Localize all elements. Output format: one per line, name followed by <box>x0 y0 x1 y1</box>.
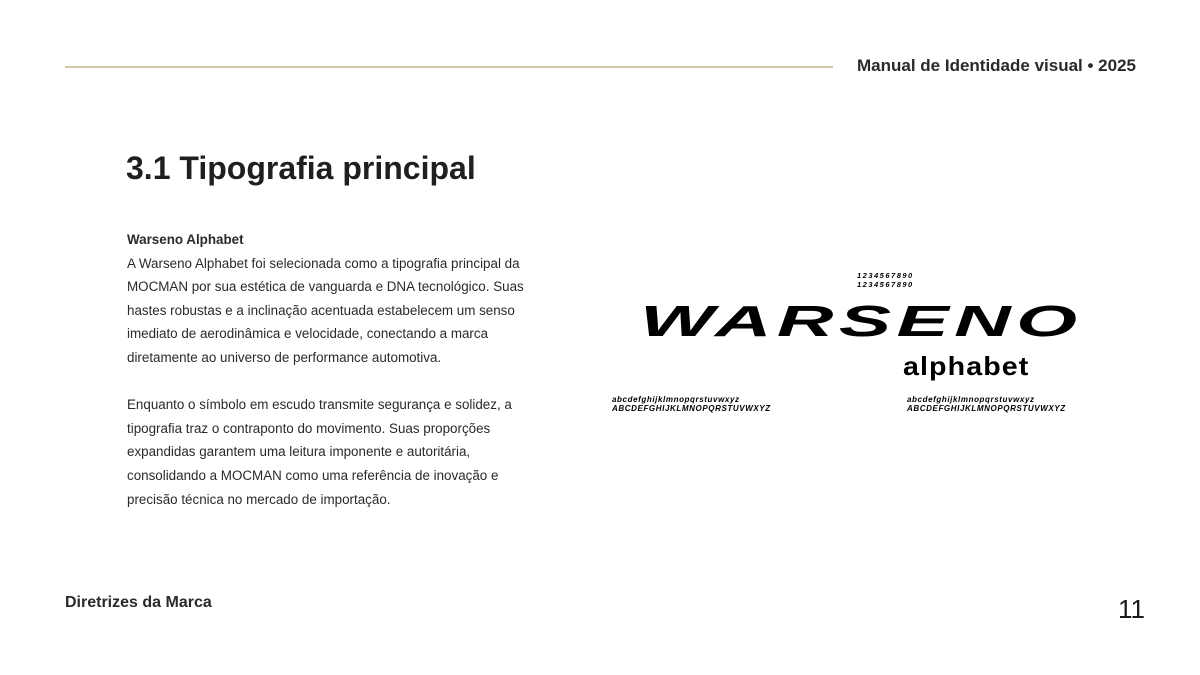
document-header: Manual de Identidade visual • 2025 <box>857 56 1136 75</box>
specimen-charset-left <box>612 395 771 413</box>
page-number: 11 <box>1118 594 1145 624</box>
numbers-row: 1234567890 <box>857 280 914 289</box>
header-divider <box>65 66 833 68</box>
footer-label: Diretrizes da Marca <box>65 594 212 611</box>
numbers-row: 1234567890 <box>857 271 914 280</box>
specimen-charset-right <box>907 395 1066 413</box>
lowercase-row: abcdefghijklmnopqrstuvwxyz <box>612 395 740 404</box>
specimen-numbers <box>857 271 914 289</box>
uppercase-row: ABCDEFGHIJKLMNOPQRSTUVWXYZ <box>907 404 1066 413</box>
page-title: 3.1 Tipografia principal <box>126 150 476 186</box>
specimen-name: WARSENO <box>640 297 1083 346</box>
body-text <box>127 228 537 535</box>
lowercase-row: abcdefghijklmnopqrstuvwxyz <box>907 395 1035 404</box>
paragraph: Enquanto o símbolo em escudo transmite segurança e solidez, a tipografia traz o contraponto do movimento. Suas proporções expandidas garantem uma leitura imponente e autoritária, consolidando a MOCMAN como uma referência de inovação e precisão técnica no mercado de importação. <box>127 397 512 507</box>
specimen-subname: alphabet <box>903 351 1030 381</box>
uppercase-row: ABCDEFGHIJKLMNOPQRSTUVWXYZ <box>612 404 771 413</box>
paragraph: A Warseno Alphabet foi selecionada como a tipografia principal da MOCMAN por sua estética de vanguarda e DNA tecnológico. Suas hastes robustas e a inclinação acentuada estabelecem um senso imediato de aerodinâmica e velocidade, conectando a marca diretamente ao universo de performance automotiva. <box>127 255 524 365</box>
font-specimen <box>600 260 1150 420</box>
font-name-heading: Warseno Alphabet <box>127 232 244 247</box>
